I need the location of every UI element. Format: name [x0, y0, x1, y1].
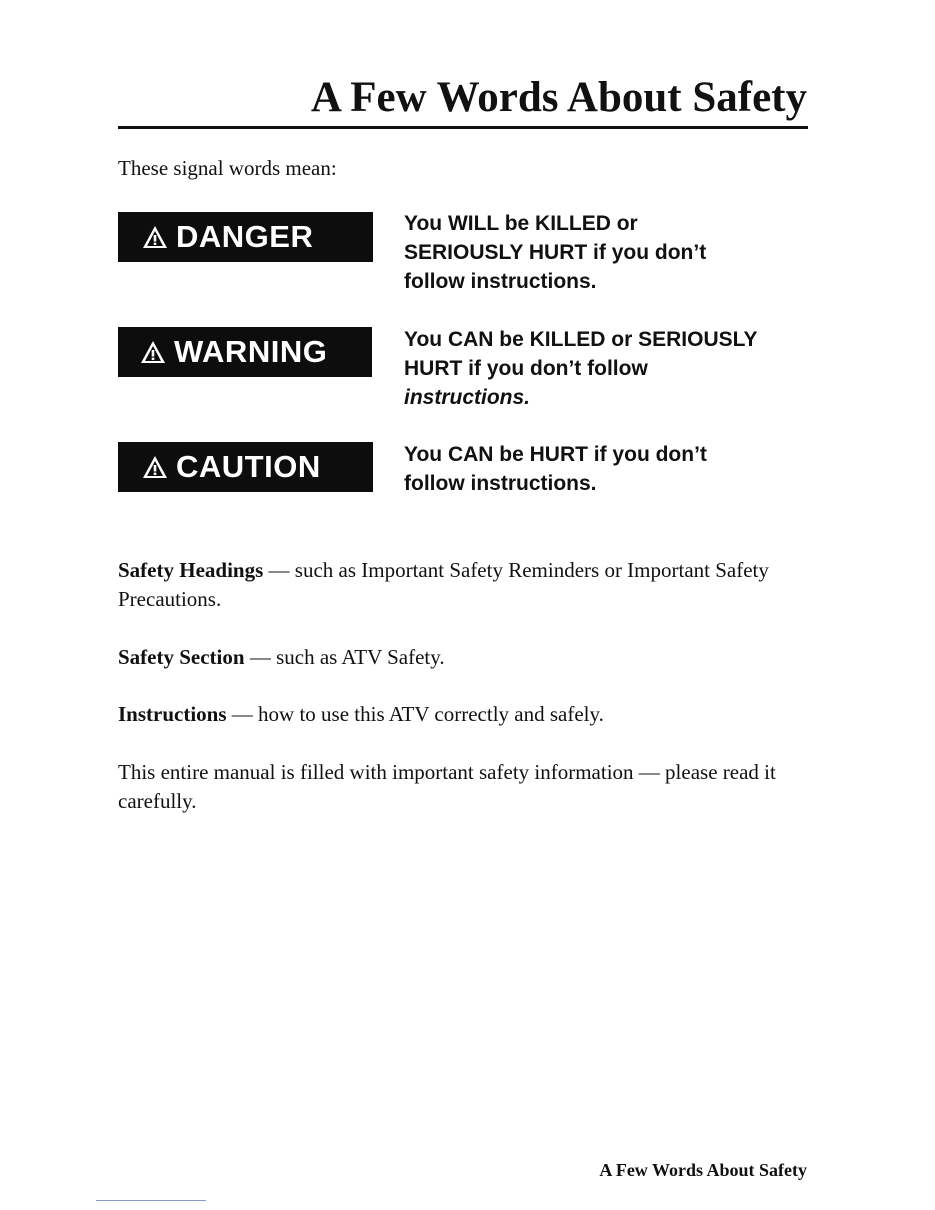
- paragraph-term: Instructions: [118, 702, 227, 726]
- paragraph-text: — such as Important Safety Reminders or Important Safety Precautions.: [118, 558, 769, 611]
- title-divider: [118, 126, 808, 129]
- warning-description: [404, 325, 814, 412]
- intro-text: These signal words mean:: [118, 156, 337, 180]
- caution-description: [404, 440, 814, 498]
- paragraph-text: — such as ATV Safety.: [244, 645, 445, 669]
- caution-description-line: You CAN be HURT if you don’t: [404, 443, 707, 466]
- instructions-paragraph: [118, 700, 808, 729]
- warning-badge: [118, 327, 372, 377]
- warning-description-line: HURT if you don’t follow: [404, 357, 648, 380]
- paragraph-term: Safety Section: [118, 645, 245, 669]
- warning-badge-label: WARNING: [174, 334, 328, 369]
- danger-description-line: SERIOUSLY HURT if you don’t: [404, 241, 707, 264]
- footer-title: A Few Words About Safety: [599, 1160, 807, 1180]
- danger-description-line: You WILL be KILLED or: [404, 212, 638, 235]
- caution-badge-label: CAUTION: [176, 449, 321, 484]
- warning-description-line: You CAN be KILLED or SERIOUSLY: [404, 328, 758, 351]
- paragraph-term: Safety Headings: [118, 558, 264, 582]
- page-title: A Few Words About Safety: [310, 74, 807, 121]
- danger-badge: [118, 212, 373, 262]
- footer-divider: [96, 1200, 206, 1201]
- warning-triangle-icon: [142, 224, 168, 250]
- danger-description: [404, 209, 814, 296]
- warning-description-line: instructions.: [404, 386, 531, 409]
- manual-note-paragraph: [118, 758, 808, 816]
- danger-badge-label: DANGER: [176, 219, 314, 254]
- caution-description-line: follow instructions.: [404, 472, 597, 495]
- danger-description-line: follow instructions.: [404, 270, 597, 293]
- caution-badge: [118, 442, 373, 492]
- paragraph-text: — how to use this ATV correctly and safely.: [226, 702, 604, 726]
- warning-triangle-icon: [142, 454, 168, 480]
- safety-section-paragraph: [118, 643, 808, 672]
- safety-headings-paragraph: [118, 556, 808, 614]
- paragraph-text: This entire manual is filled with important safety information — please read it carefully.: [118, 760, 776, 813]
- warning-triangle-icon: [140, 339, 166, 365]
